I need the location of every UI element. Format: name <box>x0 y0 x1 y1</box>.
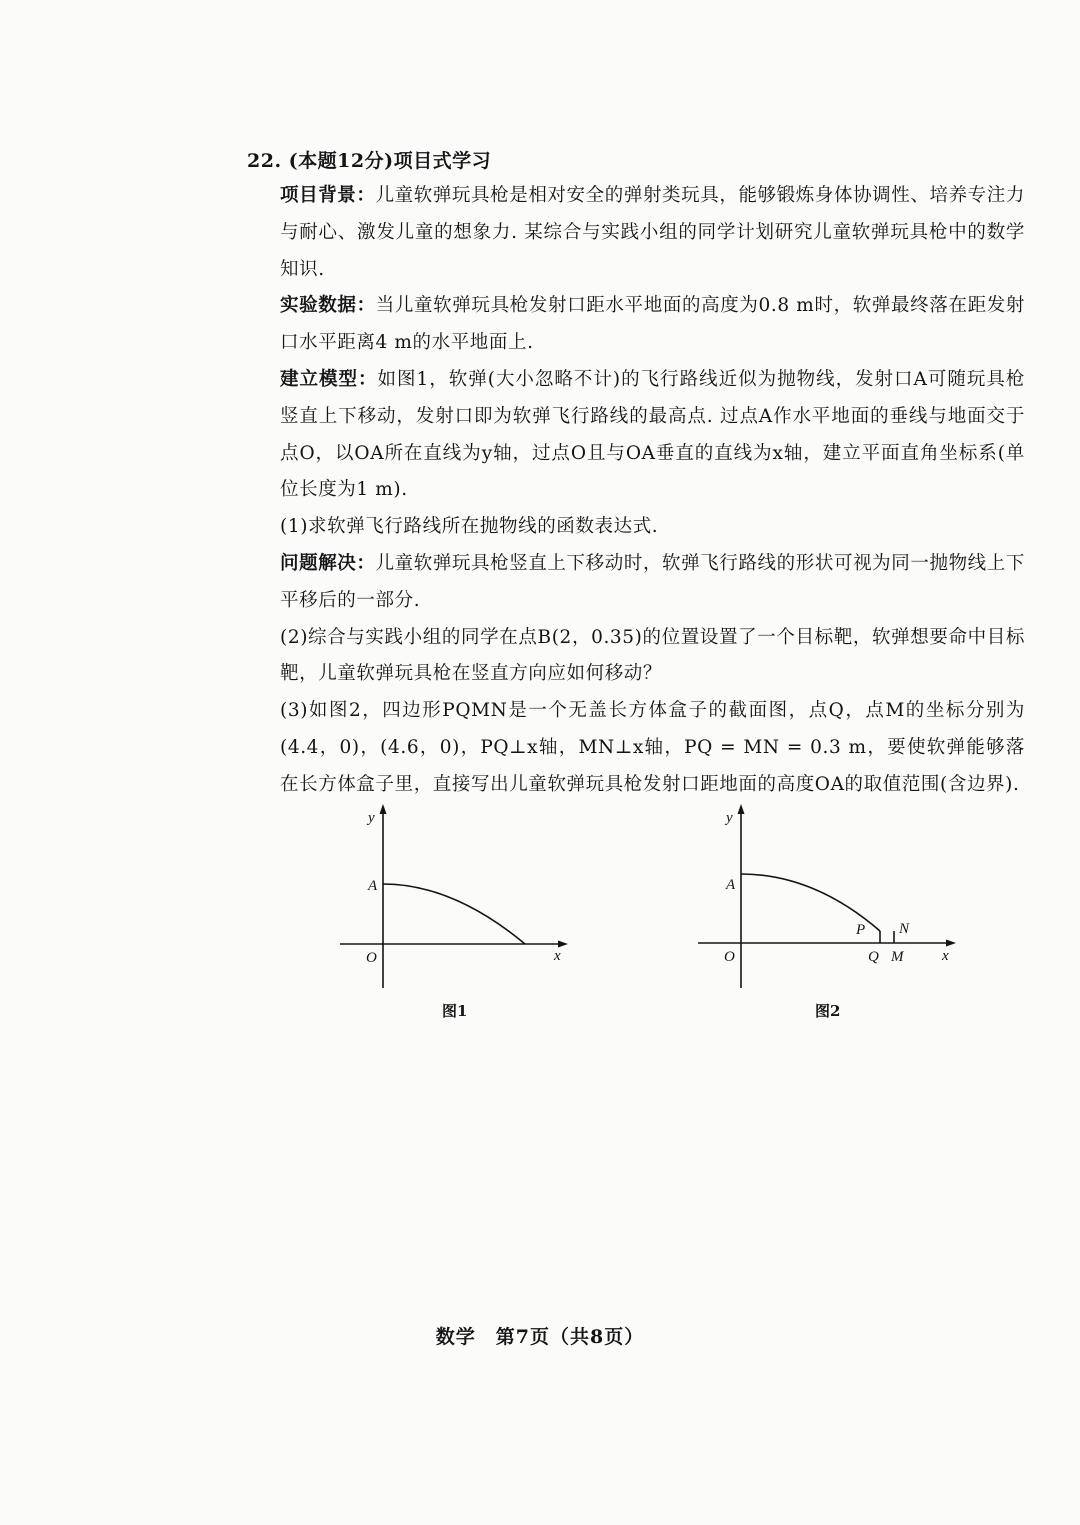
figure-1-graph <box>330 800 580 1000</box>
fig1-y-arrow <box>380 804 387 814</box>
paragraph-model <box>280 362 1025 509</box>
text-experiment-data: 当儿童软弹玩具枪发射口距水平地面的高度为0.8 m时，软弹最终落在距发射口水平距离4 m的水平地面上. <box>280 295 1025 354</box>
figure-2-graph <box>688 800 968 1000</box>
page-footer: 数学 第7页（共8页） <box>435 1326 645 1348</box>
fig1-y-label: y <box>368 810 375 826</box>
fig2-origin-label: O <box>724 949 735 965</box>
paragraph-part-1 <box>280 509 1025 546</box>
label-background: 项目背景： <box>280 185 376 206</box>
fig2-q-label: Q <box>868 949 879 965</box>
text-background: 儿童软弹玩具枪是相对安全的弹射类玩具，能够锻炼身体协调性、培养专注力与耐心、激发儿童的想象力. 某综合与实践小组的同学计划研究儿童软弹玩具枪中的数学知识. <box>280 185 1025 280</box>
text-part-1: (1)求软弹飞行路线所在抛物线的函数表达式. <box>280 516 659 538</box>
fig2-p-label: P <box>856 922 866 938</box>
fig2-x-label: x <box>942 948 949 964</box>
figure-1-caption: 图1 <box>442 1002 468 1020</box>
paragraph-background <box>280 178 1025 288</box>
label-experiment-data: 实验数据： <box>280 295 376 317</box>
paragraph-part-2 <box>280 620 1025 694</box>
text-model: 如图1，软弹(大小忽略不计)的飞行路线近似为抛物线，发射口A可随玩具枪竖直上下移动，发射口即为软弹飞行路线的最高点. 过点A作水平地面的垂线与地面交于点O，以OA所在直线为y轴，过点O且与OA垂直的直线为x轴，建立平面直角坐标系(单位长度为1 m). <box>280 368 1025 501</box>
fig2-x-arrow <box>946 940 956 947</box>
fig1-parabola <box>383 884 525 944</box>
text-problem-solving: 儿童软弹玩具枪竖直上下移动时，软弹飞行路线的形状可视为同一抛物线上下平移后的一部分. <box>280 552 1025 611</box>
fig1-a-label: A <box>368 878 378 894</box>
paragraph-experiment-data <box>280 288 1025 362</box>
text-part-2: (2)综合与实践小组的同学在点B(2，0.35)的位置设置了一个目标靶，软弹想要命中目标靶，儿童软弹玩具枪在竖直方向应如何移动？ <box>280 626 1025 685</box>
fig2-y-arrow <box>738 804 745 814</box>
fig2-m-label: M <box>891 949 904 965</box>
figure-1 <box>330 800 580 1000</box>
fig2-y-label: y <box>726 810 733 826</box>
paragraph-problem-solving <box>280 546 1025 620</box>
fig1-origin-label: O <box>366 950 377 966</box>
figure-2 <box>688 800 968 1000</box>
paragraph-part-3 <box>280 693 1025 803</box>
text-part-3: (3)如图2，四边形PQMN是一个无盖长方体盒子的截面图，点Q，点M的坐标分别为(4.4，0)，(4.6，0)，PQ⊥x轴，MN⊥x轴，PQ = MN = 0.3 m，要使软弹能够落在长方体盒子里，直接写出儿童软弹玩具枪发射口距地面的高度OA的取值范围(含边界). <box>280 700 1025 795</box>
fig2-a-label: A <box>726 877 736 893</box>
fig2-n-label: N <box>899 921 910 937</box>
label-problem-solving: 问题解决： <box>280 552 376 574</box>
label-model: 建立模型： <box>280 368 378 390</box>
fig1-x-arrow <box>558 941 568 948</box>
figure-2-caption: 图2 <box>815 1002 841 1020</box>
question-body <box>280 178 1025 804</box>
question-title: 22. (本题12分)项目式学习 <box>247 150 492 172</box>
fig1-x-label: x <box>554 948 561 964</box>
